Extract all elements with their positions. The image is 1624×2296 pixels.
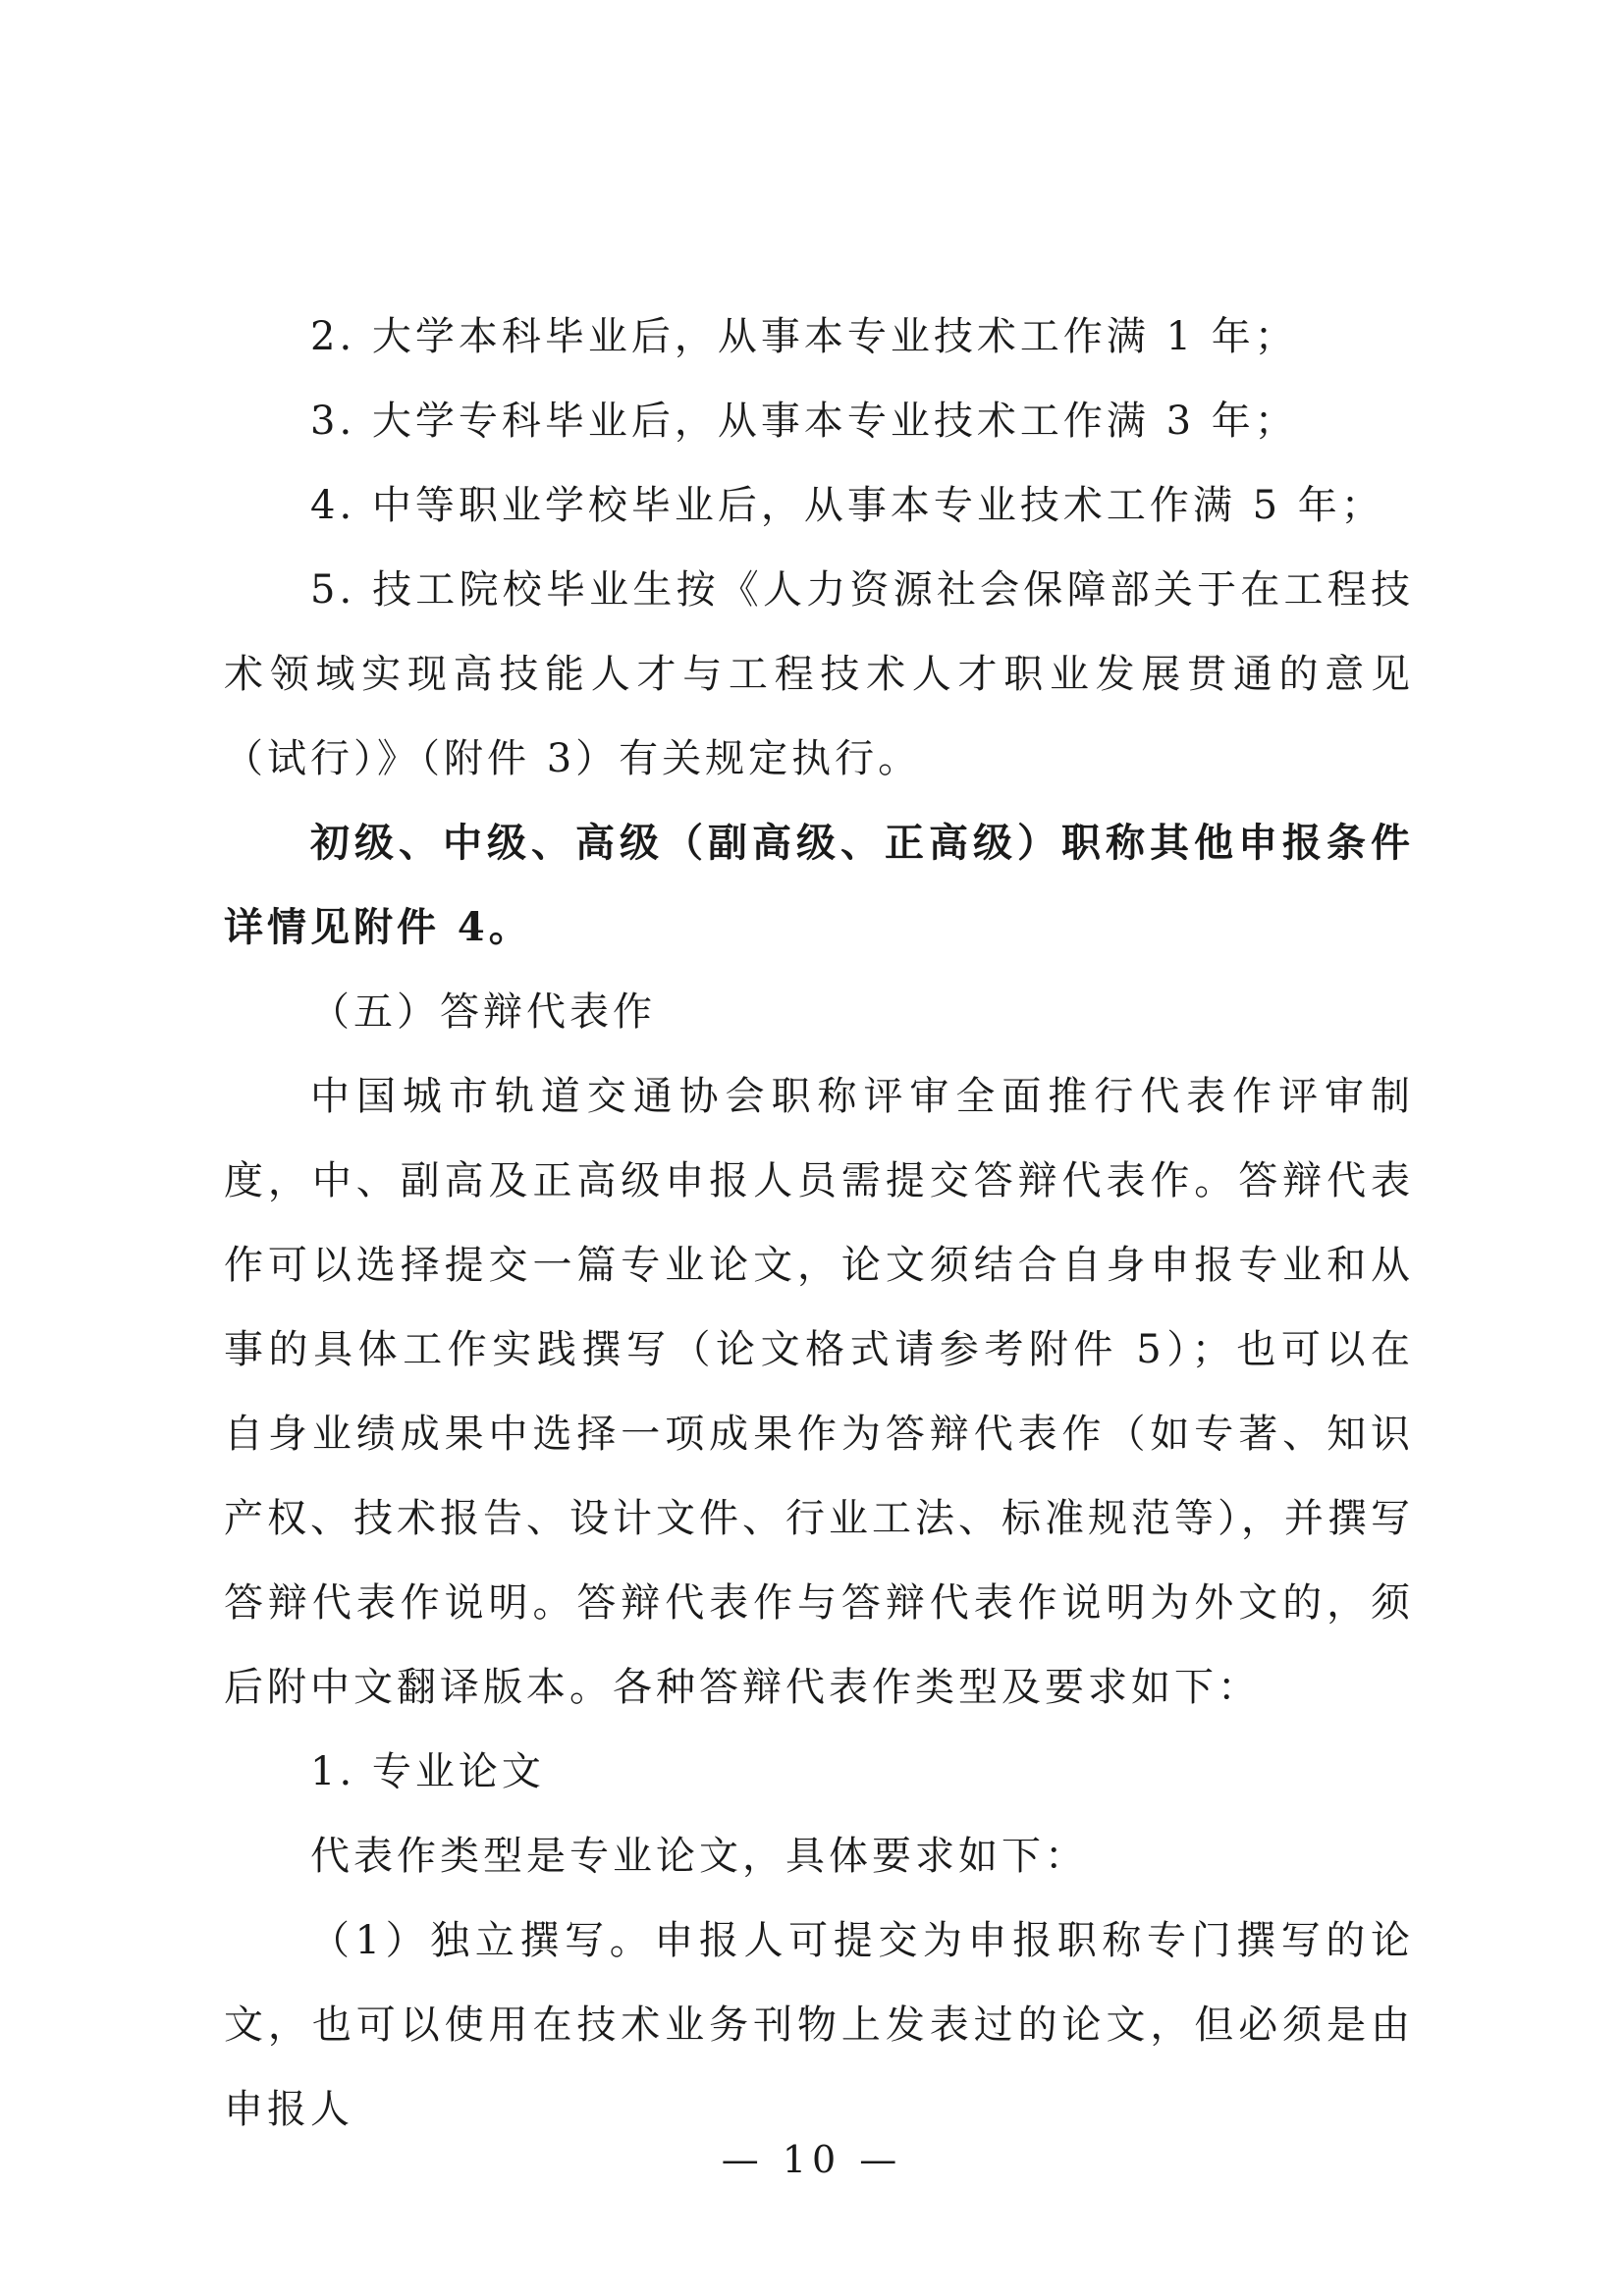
paragraph-defense-work-intro: 中国城市轨道交通协会职称评审全面推行代表作评审制度，中、副高及正高级申报人员需提交答辩代表作。答辩代表作可以选择提交一篇专业论文，论文须结合自身申报专业和从事的具体工作实践撰写（论文格式请参考附件 5）；也可以在自身业绩成果中选择一项成果作为答辩代表作（如专著、知识产权、技术报告、设计文件、行业工法、标准规范等），并撰写答辩代表作说明。答辩代表作与答辩代表作说明为外文的，须后附中文翻译版本。各种答辩代表作类型及要求如下：	[224, 1074, 1414, 1710]
subheading-professional-paper: 1. 专业论文	[310, 1749, 545, 1794]
body-text	[224, 294, 1414, 2152]
page-number: — 10 —	[721, 2138, 903, 2181]
paragraph-item-3: 3. 大学专科毕业后，从事本专业技术工作满 3 年；	[310, 399, 1298, 444]
paragraph-other-conditions: 初级、中级、高级（副高级、正高级）职称其他申报条件详情见附件 4。	[224, 820, 1414, 950]
paragraph-item-5: 5. 技工院校毕业生按《人力资源社会保障部关于在工程技术领域实现高技能人才与工程技术人才职业发展贯通的意见（试行）》（附件 3）有关规定执行。	[224, 567, 1414, 781]
section-heading-defense-work: （五）答辩代表作	[310, 989, 656, 1035]
paragraph-paper-requirements: 代表作类型是专业论文，具体要求如下：	[310, 1834, 1088, 1879]
paragraph-independent-writing: （1）独立撰写。申报人可提交为申报职称专门撰写的论文，也可以使用在技术业务刊物上发表过的论文，但必须是由申报人	[224, 1918, 1414, 2132]
paragraph-item-4: 4. 中等职业学校毕业后，从事本专业技术工作满 5 年；	[310, 483, 1384, 528]
paragraph-item-2: 2. 大学本科毕业后，从事本专业技术工作满 1 年；	[310, 314, 1298, 359]
